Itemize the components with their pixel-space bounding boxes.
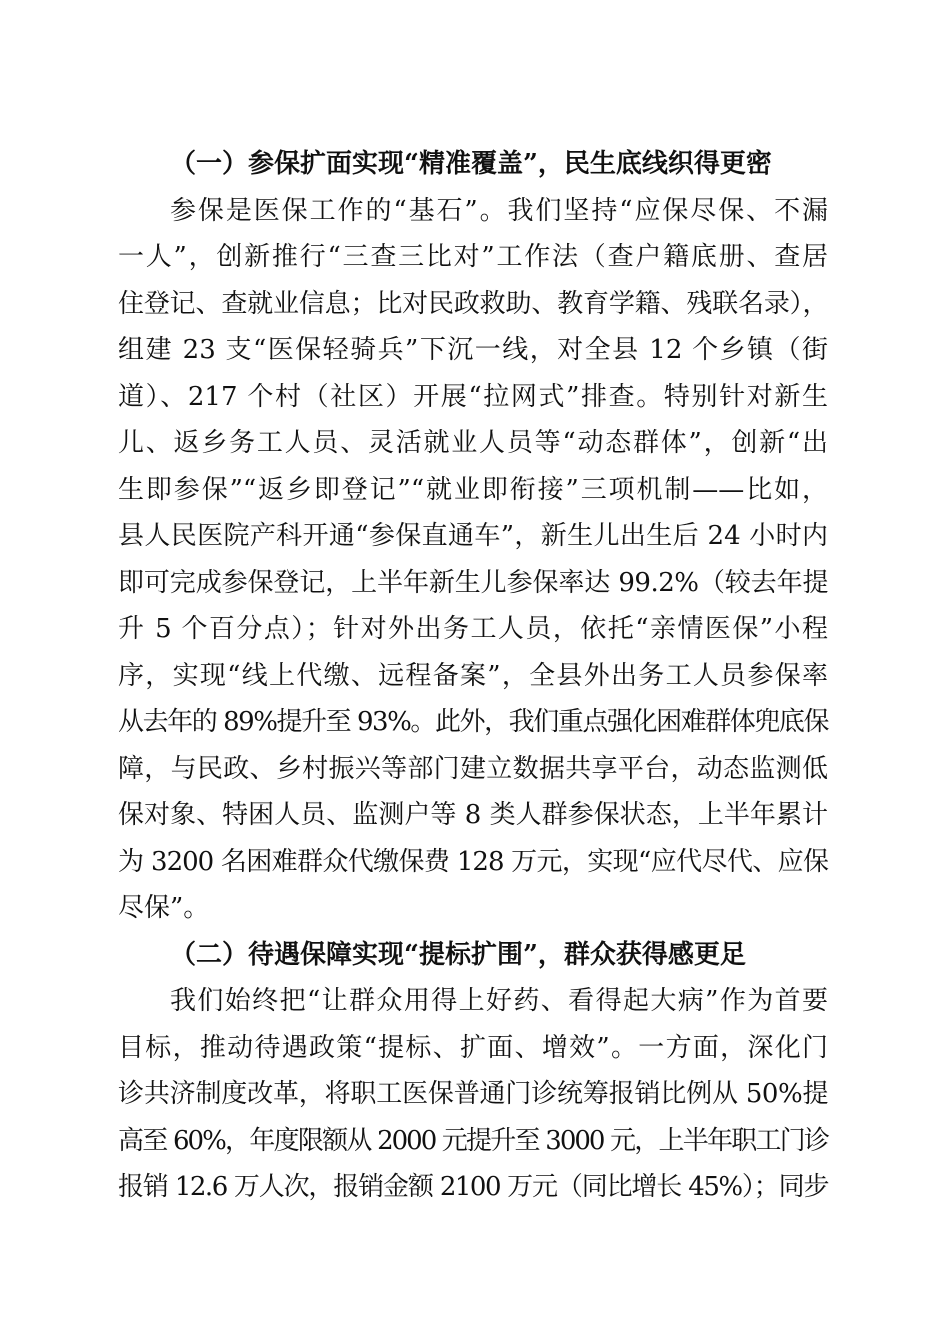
paragraph-line: 即可完成参保登记，上半年新生儿参保率达 99.2%（较去年提 [118, 568, 828, 598]
paragraph-line: 参保是医保工作的“基石”。我们坚持“应保尽保、不漏 [170, 196, 828, 226]
paragraph-line: 儿、返乡务工人员、灵活就业人员等“动态群体”，创新“出 [118, 428, 828, 458]
paragraph-line: 一人”，创新推行“三查三比对”工作法（查户籍底册、查居 [118, 242, 828, 272]
paragraph-line: 保对象、特困人员、监测户等 8 类人群参保状态，上半年累计 [118, 800, 828, 830]
paragraph-line: 从去年的 89%提升至 93%。此外，我们重点强化困难群体兜底保 [118, 707, 828, 737]
paragraph-line: 生即参保”“返乡即登记”“就业即衔接”三项机制——比如， [118, 475, 828, 505]
section-heading-2: （二）待遇保障实现“提标扩围”，群众获得感更足 [170, 940, 746, 970]
paragraph-line: 县人民医院产科开通“参保直通车”，新生儿出生后 24 小时内 [118, 521, 828, 551]
paragraph-line: 住登记、查就业信息；比对民政救助、教育学籍、残联名录）， [118, 289, 828, 319]
section-heading-1: （一）参保扩面实现“精准覆盖”，民生底线织得更密 [170, 149, 772, 179]
paragraph-line: 序，实现“线上代缴、远程备案”，全县外出务工人员参保率 [118, 661, 828, 691]
paragraph-line: 道）、217 个村（社区）开展“拉网式”排查。特别针对新生 [118, 382, 828, 412]
paragraph-line: 报销 12.6 万人次，报销金额 2100 万元（同比增长 45%）；同步 [118, 1172, 828, 1202]
paragraph-line: 诊共济制度改革，将职工医保普通门诊统筹报销比例从 50%提 [118, 1079, 828, 1109]
paragraph-line: 目标，推动待遇政策“提标、扩面、增效”。一方面，深化门 [118, 1033, 828, 1063]
paragraph-line: 尽保”。 [118, 893, 210, 923]
paragraph-line: 障，与民政、乡村振兴等部门建立数据共享平台，动态监测低 [118, 754, 828, 784]
paragraph-line: 我们始终把“让群众用得上好药、看得起大病”作为首要 [170, 986, 828, 1016]
paragraph-line: 升 5 个百分点）；针对外出务工人员，依托“亲情医保”小程 [118, 614, 828, 644]
paragraph-line: 为 3200 名困难群众代缴保费 128 万元，实现“应代尽代、应保 [118, 847, 828, 877]
paragraph-line: 高至 60%，年度限额从 2000 元提升至 3000 元，上半年职工门诊 [118, 1126, 828, 1156]
paragraph-line: 组建 23 支“医保轻骑兵”下沉一线，对全县 12 个乡镇（街 [118, 335, 828, 365]
